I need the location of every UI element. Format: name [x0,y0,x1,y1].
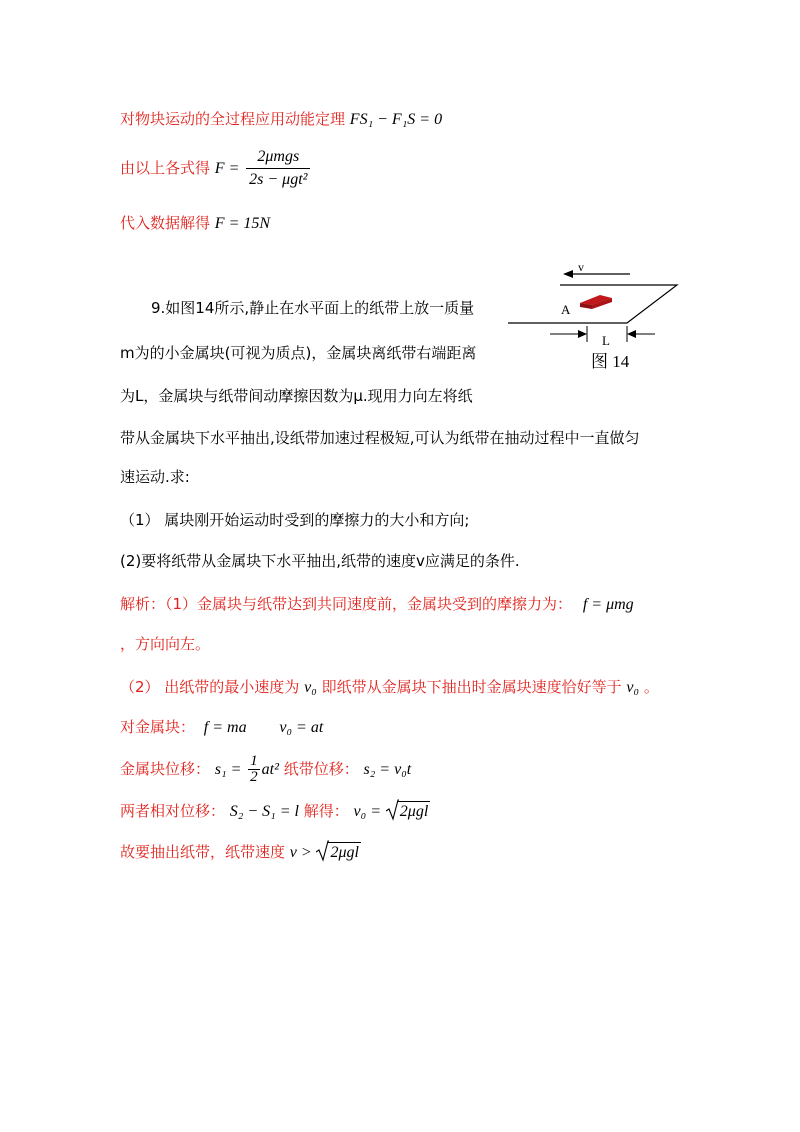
block-displacement-lhs: s₁ = [214,761,242,778]
conclusion-text: 故要抽出纸带，纸带速度 [120,843,286,861]
v0-symbol-a: v₀ [304,679,317,696]
solution-block-eq [120,717,323,738]
question-2 [120,551,520,571]
v0-symbol-b: v₀ [626,679,640,696]
solve-text: 解得： [303,802,349,820]
result-formula: F = 15N [214,215,271,232]
paper-displacement-text: 纸带位移： [283,760,359,778]
problem-line-2-text: m为的小金属块(可视为质点)，金属块离纸带右端距离 [120,344,477,362]
v0-sqrt-body: 2μgl [399,803,429,820]
solution-part-2-text-b: 即纸带从金属块下抽出时金属块速度恰好等于 [321,678,622,696]
solution-line-derive [120,148,312,189]
v0-sqrt [386,801,430,822]
relative-text: 两者相对位移： [120,802,226,820]
figure-caption: 图 14 [591,352,630,371]
solution-conclusion [120,842,361,863]
newton-formula: f = ma [203,719,247,736]
derive-lhs: F = [214,160,240,177]
solution-line-energy [120,109,442,130]
derive-text: 由以上各式得 [120,159,211,177]
radical-sign [386,799,399,821]
problem-line-5-text: 速运动.求: [120,468,190,486]
derive-fraction [246,148,310,189]
energy-theorem-text: 对物块运动的全过程应用动能定理 [120,110,346,128]
dimension-arrowhead-right [627,330,636,338]
velocity-formula: v₀ = at [279,719,324,736]
velocity-arrowhead [563,270,573,278]
question-2-text: (2)要将纸带从金属块下水平抽出,纸带的速度v应满足的条件. [120,552,520,570]
conclusion-sqrt-body: 2μgl [330,844,359,861]
solution-part-1-cont [120,634,210,654]
relative-formula: S₂ − S₁ = l [229,803,299,820]
solution-part-2-end: 。 [643,678,659,696]
half-fraction [248,754,260,785]
energy-formula: FS₁ − F₁S = 0 [349,111,443,128]
question-1 [120,510,469,530]
solution-part-1 [120,594,634,615]
radical-sign [316,840,329,862]
half-numerator: 1 [250,753,258,769]
question-1-text: （1） 属块刚开始运动时受到的摩擦力的大小和方向; [120,511,470,529]
result-text: 代入数据解得 [120,214,211,232]
half-denominator: 2 [250,769,258,785]
conclusion-sqrt [316,842,360,863]
solution-displacement [120,754,411,785]
solution-part-2 [120,677,659,698]
problem-line-3 [120,386,473,406]
solution-part-2-text-a: （2） 出纸带的最小速度为 [120,678,300,696]
block-displacement-text: 金属块位移： [120,760,211,778]
paper-displacement-formula: s₂ = v₀t [363,761,412,778]
v0-solution-lhs: v₀ = [353,803,382,820]
conclusion-lhs: v > [289,844,312,861]
friction-formula: f = μmg [582,596,634,613]
solution-part-1-direction: ，方向向左。 [120,635,211,653]
dimension-arrowhead-left [578,330,587,338]
block-displacement-rhs: at² [261,761,279,778]
derive-numerator: 2μmgs [246,148,310,169]
solution-relative [120,801,430,822]
derive-denominator: 2s − μgt² [249,171,308,188]
problem-line-4 [120,428,640,448]
dimension-label: L [602,333,610,348]
velocity-label: v [578,262,584,274]
block-eq-text: 对金属块： [120,718,196,736]
problem-line-1 [151,298,474,318]
problem-line-1-text: 9.如图14所示,静止在水平面上的纸带上放一质量 [151,299,475,317]
problem-line-2 [120,343,476,363]
solution-part-1-text: 解析：（1）金属块与纸带达到共同速度前，金属块受到的摩擦力为： [120,595,573,613]
problem-line-3-text: 为L，金属块与纸带间动摩擦因数为μ.现用力向左将纸 [120,387,473,405]
solution-line-result [120,213,270,234]
problem-line-4-text: 带从金属块下水平抽出,设纸带加速过程极短,可认为纸带在抽动过程中一直做匀 [120,429,640,447]
problem-line-5 [120,467,190,487]
block-label: A [561,302,571,317]
